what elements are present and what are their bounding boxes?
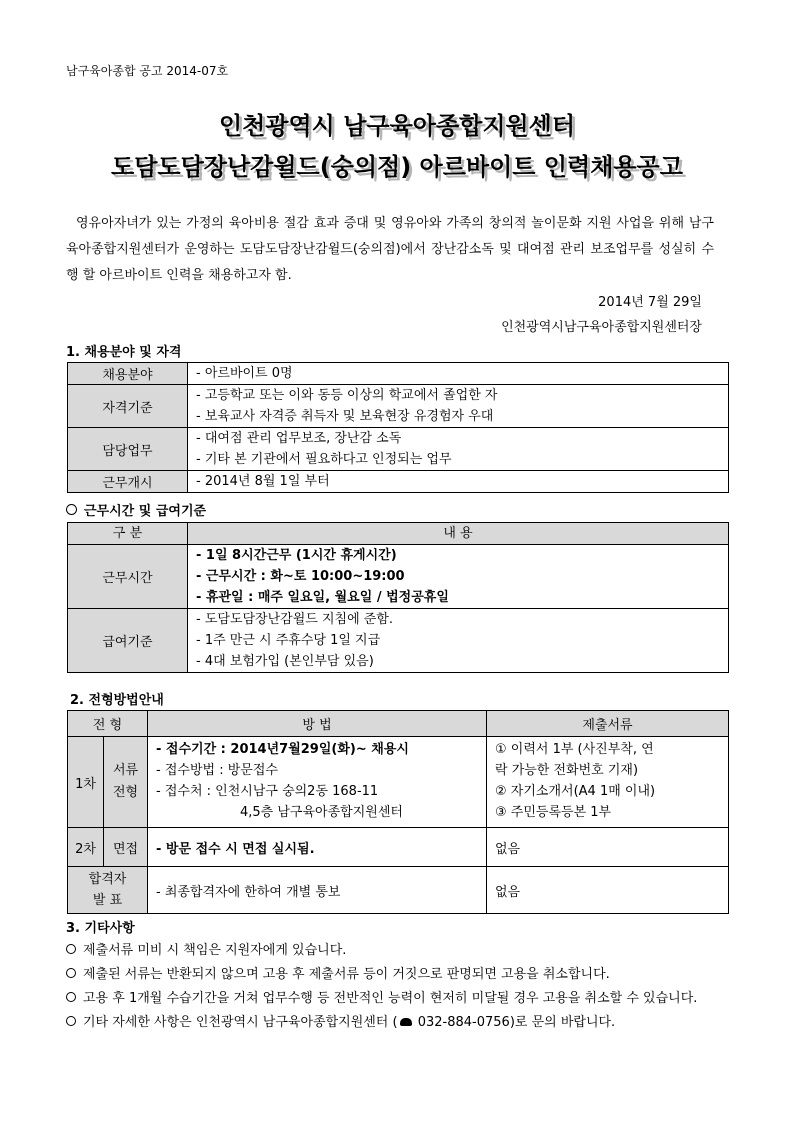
other-notes-list [66, 939, 716, 1035]
row-line: ② 자기소개서(A4 1매 이내) [495, 784, 656, 799]
row-line: - 1일 8시간근무 (1시간 휴게시간) [196, 548, 397, 563]
row-line: - 고등학교 또는 이와 동등 이상의 학교에서 졸업한 자 [196, 388, 498, 403]
work-heading-text: 근무시간 및 급여기준 [84, 504, 207, 519]
row-label: 담당업무 [68, 428, 188, 471]
stage-1-docs [487, 737, 729, 828]
list-item [66, 1011, 716, 1035]
intro-paragraph: 영유아자녀가 있는 가정의 육아비용 절감 효과 증대 및 영유아와 가족의 창의적 놀이문화 지원 사업을 위해 남구육아종합지원센터가 운영하는 도담도담장난감윌드(숭의점)에서 장난감소독 및 대여점 관리 보조업무를 성실히 수행 할 아르바이트 인력을 채용하고자 함. [66, 216, 714, 283]
stage-2: 2차 [68, 828, 104, 867]
row-line: - 도담도담장난감윌드 지침에 준함. [196, 612, 394, 627]
row-line: - 보육교사 자격증 취득자 및 보육현장 유경험자 우대 [196, 409, 494, 424]
section2-heading: 2. 전형방법안내 [70, 693, 164, 708]
row-line: 4,5층 남구육아종합지원센터 [240, 805, 403, 820]
contact-text-after: )로 문의 바랍니다. [509, 1015, 616, 1030]
work-heading [66, 500, 206, 519]
table-row [68, 428, 729, 471]
list-item [66, 963, 716, 987]
title-line-1: 인천광역시 남구육아종합지원센터 [218, 112, 576, 140]
table-row [68, 828, 729, 867]
section1-heading: 1. 채용분야 및 자격 [66, 345, 182, 360]
table-header-row [68, 711, 729, 737]
contact-phone-number: 032-884-0756 [417, 1015, 510, 1030]
circle-bullet-icon [66, 968, 76, 978]
row-line: - 아르바이트 0명 [196, 366, 293, 381]
header-stage: 전 형 [68, 711, 148, 737]
notice-date: 2014년 7월 29일 [598, 295, 702, 310]
row-label: 근무개시 [68, 471, 188, 493]
circle-bullet-icon [66, 992, 76, 1002]
telephone-icon [400, 1018, 412, 1026]
row-content [188, 363, 729, 385]
header-category: 구 분 [68, 523, 188, 545]
row-line: - 접수처 : 인천시남구 숭의2동 168-11 [156, 784, 379, 799]
row-line: - 근무시간 : 화~토 10:00~19:00 [196, 569, 405, 584]
circle-bullet-icon [66, 944, 76, 954]
stage-3-line: 발 표 [92, 893, 123, 908]
row-line: - 대여점 관리 업무보조, 장난감 소독 [196, 431, 402, 446]
table-row [68, 737, 729, 828]
table-row [68, 545, 729, 609]
pay-label: 급여기준 [68, 609, 188, 673]
row-line: - 접수기간 : 2014년7월29일(화)~ 채용시 [156, 742, 409, 757]
pay-content [188, 609, 729, 673]
table-row [68, 609, 729, 673]
stage-3-line: 합격자 [88, 872, 127, 887]
table-header-row [68, 523, 729, 545]
table-row [68, 867, 729, 914]
notice-number: 남구육아종합 공고 2014-07호 [66, 64, 229, 78]
row-line: - 휴관일 : 매주 일요일, 월요일 / 법정공휴일 [196, 590, 449, 605]
selection-table [67, 710, 729, 914]
row-line: - 기타 본 기관에서 필요하다고 인정되는 업무 [196, 452, 452, 467]
row-label: 자격기준 [68, 385, 188, 428]
table-row [68, 471, 729, 493]
row-line: ③ 주민등록등본 1부 [495, 805, 612, 820]
stage-2-docs: 없음 [487, 828, 729, 867]
title-line-2: 도담도담장난감윌드(숭의점) 아르바이트 인력채용공고 [111, 153, 683, 181]
list-item-text: 고용 후 1개월 수습기간을 거쳐 업무수행 등 전반적인 능력이 현저히 미달될 경우 고용을 취소할 수 있습니다. [83, 991, 698, 1006]
row-content [188, 428, 729, 471]
stage-2-method: - 방문 접수 시 면접 실시됨. [148, 828, 487, 867]
stage-3-method: - 최종합격자에 한하여 개별 통보 [148, 867, 487, 914]
row-line: ① 이력서 1부 (사진부착, 연 [495, 742, 654, 757]
list-item [66, 987, 716, 1011]
row-content [188, 471, 729, 493]
stage-1-methods [148, 737, 487, 828]
header-content: 내 용 [188, 523, 729, 545]
row-line: - 접수방법 : 방문접수 [156, 763, 278, 778]
row-label: 채용분야 [68, 363, 188, 385]
contact-text-before: 기타 자세한 사항은 인천광역시 남구육아종합지원센터 ( [83, 1015, 398, 1030]
row-content [188, 385, 729, 428]
stage-3 [68, 867, 148, 914]
header-docs: 제출서류 [487, 711, 729, 737]
circle-bullet-icon [66, 504, 77, 515]
list-item [66, 939, 716, 963]
section3-heading: 3. 기타사항 [66, 921, 135, 936]
work-table [67, 522, 729, 673]
table-row [68, 385, 729, 428]
list-item-text: 제출서류 미비 시 책임은 지원자에게 있습니다. [83, 943, 347, 958]
hours-label: 근무시간 [68, 545, 188, 609]
header-method: 방 법 [148, 711, 487, 737]
row-line: - 1주 만근 시 주휴수당 1일 지급 [196, 633, 381, 648]
stage-3-docs: 없음 [487, 867, 729, 914]
notice-signer: 인천광역시남구육아종합지원센터장 [501, 320, 702, 335]
row-line: - 2014년 8월 1일 부터 [196, 474, 330, 489]
hours-content [188, 545, 729, 609]
list-item-text: 제출된 서류는 반환되지 않으며 고용 후 제출서류 등이 거짓으로 판명되면 고용을 취소합니다. [83, 967, 610, 982]
circle-bullet-icon [66, 1016, 76, 1026]
table-row [68, 363, 729, 385]
row-line: 락 가능한 전화번호 기재) [495, 763, 639, 778]
stage-2-type: 면접 [104, 828, 148, 867]
stage-1: 1차 [68, 737, 104, 828]
stage-1-type: 서류 전형 [104, 737, 148, 828]
recruitment-table [67, 362, 729, 493]
row-line: - 4대 보험가입 (본인부담 있음) [196, 654, 374, 669]
